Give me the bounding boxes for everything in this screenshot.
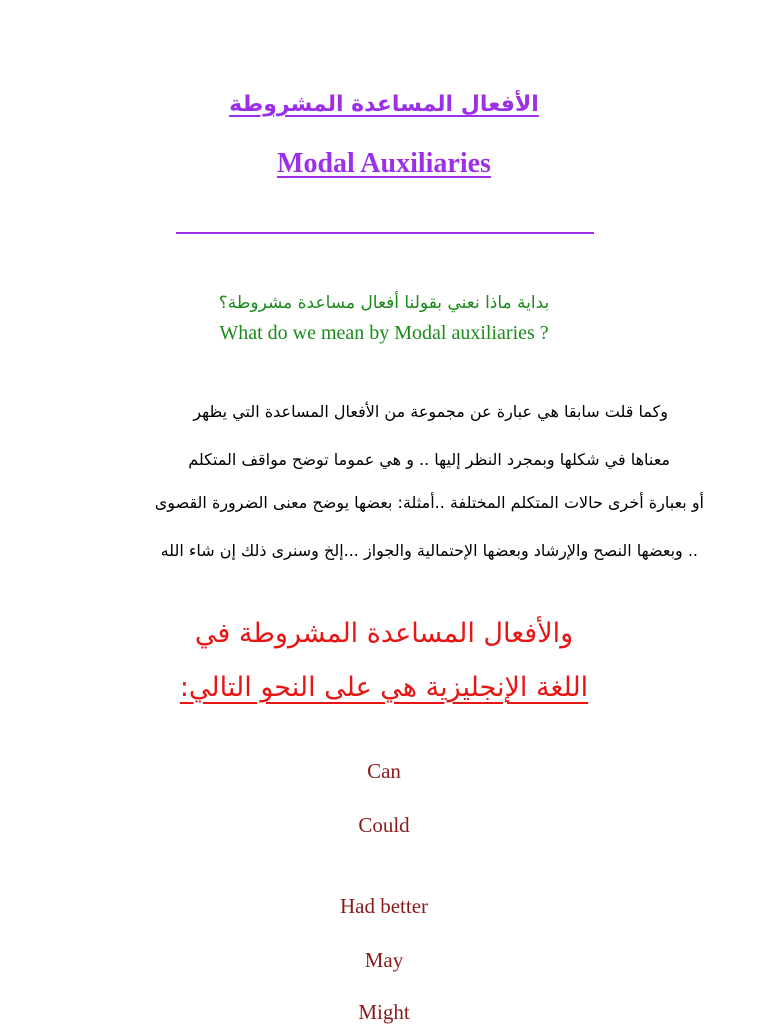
paragraph-line: أو بعبارة أخرى حالات المتكلم المختلفة ..أمثلة: بعضها يوضح معنى الضرورة القصوى <box>154 493 704 512</box>
paragraph-line: معناها في شكلها وبمجرد النظر إليها .. و هي عموما توضح مواقف المتكلم <box>188 450 670 469</box>
modal-item-had-better: Had better <box>339 894 429 918</box>
arabic-title: الأفعال المساعدة المشروطة <box>229 92 539 117</box>
paragraph-line: وكما قلت سابقا هي عبارة عن مجموعة من الأفعال المساعدة التي يظهر <box>193 402 668 421</box>
section-heading-line-2: اللغة الإنجليزية هي على النحو التالي: <box>179 672 589 703</box>
modal-item-might: Might <box>358 1000 410 1024</box>
section-heading-line-1: والأفعال المساعدة المشروطة في <box>194 618 574 649</box>
question-arabic: بداية ماذا نعني بقولنا أفعال مساعدة مشروطة؟ <box>218 293 550 313</box>
modal-item-could: Could <box>358 813 410 837</box>
paragraph-line: .. وبعضها النصح والإرشاد وبعضها الإحتمالية والجواز ...إلخ وسنرى ذلك إن شاء الله <box>160 541 698 560</box>
modal-item-may: May <box>364 948 404 972</box>
title-divider <box>176 232 594 234</box>
question-english: What do we mean by Modal auxiliaries ? <box>219 322 549 344</box>
english-title: Modal Auxiliaries <box>277 148 491 179</box>
modal-item-can: Can <box>367 759 401 783</box>
